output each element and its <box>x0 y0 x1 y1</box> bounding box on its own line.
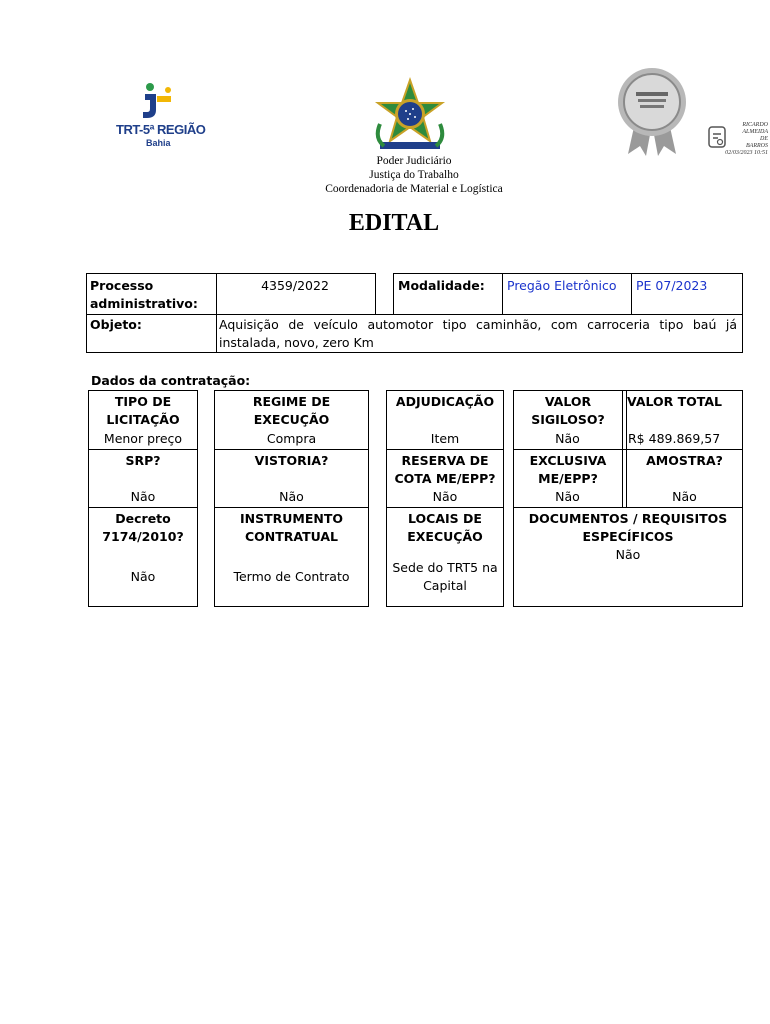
tipo-licitacao-value: Menor preço <box>103 431 183 446</box>
vistoria-value: Não <box>279 489 304 504</box>
valor-total-label: VALOR TOTAL <box>627 394 722 409</box>
reserva-value: Não <box>432 489 458 504</box>
reserva-label: RESERVA DE COTA ME/EPP? <box>394 453 496 486</box>
instrumento-value: Termo de Contrato <box>233 569 350 584</box>
modalidade-label: Modalidade: <box>398 278 485 293</box>
logo-name: TRT-5ª REGIÃO <box>116 122 206 137</box>
page-title: EDITAL <box>348 210 440 236</box>
signature-date: 02/03/2023 10:51 <box>725 150 768 156</box>
exclusiva-label: EXCLUSIVA ME/EPP? <box>529 453 607 486</box>
valor-total-value: R$ 489.869,57 <box>628 431 721 446</box>
processo-label: Processo administrativo: <box>90 278 198 311</box>
amostra-label: AMOSTRA? <box>646 453 723 468</box>
trt-emblem-icon <box>112 82 204 126</box>
dados-heading: Dados da contratação: <box>91 373 251 388</box>
digital-signature <box>710 122 768 157</box>
exclusiva-value: Não <box>555 489 580 504</box>
coat-of-arms-icon <box>374 76 446 154</box>
signature-line: BARROS <box>746 143 768 149</box>
regime-value: Compra <box>266 431 317 446</box>
document-header <box>200 154 628 196</box>
modalidade-number: PE 07/2023 <box>636 278 708 293</box>
amostra-value: Não <box>672 489 697 504</box>
documentos-value: Não <box>615 547 641 562</box>
signature-line: DE <box>760 136 768 142</box>
decreto-label: Decreto 7174/2010? <box>102 511 184 544</box>
locais-label: LOCAIS DE EXECUÇÃO <box>407 511 483 544</box>
header-line: Poder Judiciário <box>376 155 452 167</box>
regime-label: REGIME DE EXECUÇÃO <box>252 394 331 427</box>
adjudicacao-value: Item <box>430 431 460 446</box>
objeto-value: Aquisição de veículo automotor tipo caminhão, com carroceria tipo baú já instalada, novo, zero Km <box>219 317 737 350</box>
documentos-label: DOCUMENTOS / REQUISITOS ESPECÍFICOS <box>528 511 728 544</box>
srp-value: Não <box>130 489 156 504</box>
trt-logo <box>112 82 204 152</box>
locais-value: Sede do TRT5 na Capital <box>392 560 498 593</box>
srp-label: SRP? <box>125 453 161 468</box>
adjudicacao-label: ADJUDICAÇÃO <box>395 394 495 409</box>
tipo-licitacao-label: TIPO DE LICITAÇÃO <box>106 394 180 427</box>
valor-sigiloso-value: Não <box>555 431 580 446</box>
decreto-value: Não <box>130 569 156 584</box>
vistoria-label: VISTORIA? <box>254 453 329 468</box>
valor-sigiloso-label: VALOR SIGILOSO? <box>531 394 605 427</box>
quality-seal-icon <box>614 66 690 158</box>
header-line: Justiça do Trabalho <box>369 169 459 181</box>
logo-subtitle: Bahia <box>146 138 171 148</box>
instrumento-label: INSTRUMENTO CONTRATUAL <box>239 511 343 544</box>
objeto-label: Objeto: <box>90 317 142 332</box>
signature-line: RICARDO <box>742 122 768 128</box>
modalidade-value: Pregão Eletrônico <box>507 278 617 293</box>
header-line: Coordenadoria de Material e Logística <box>325 183 503 195</box>
signature-line: ALMEIDA <box>742 129 768 135</box>
processo-value: 4359/2022 <box>261 278 329 293</box>
